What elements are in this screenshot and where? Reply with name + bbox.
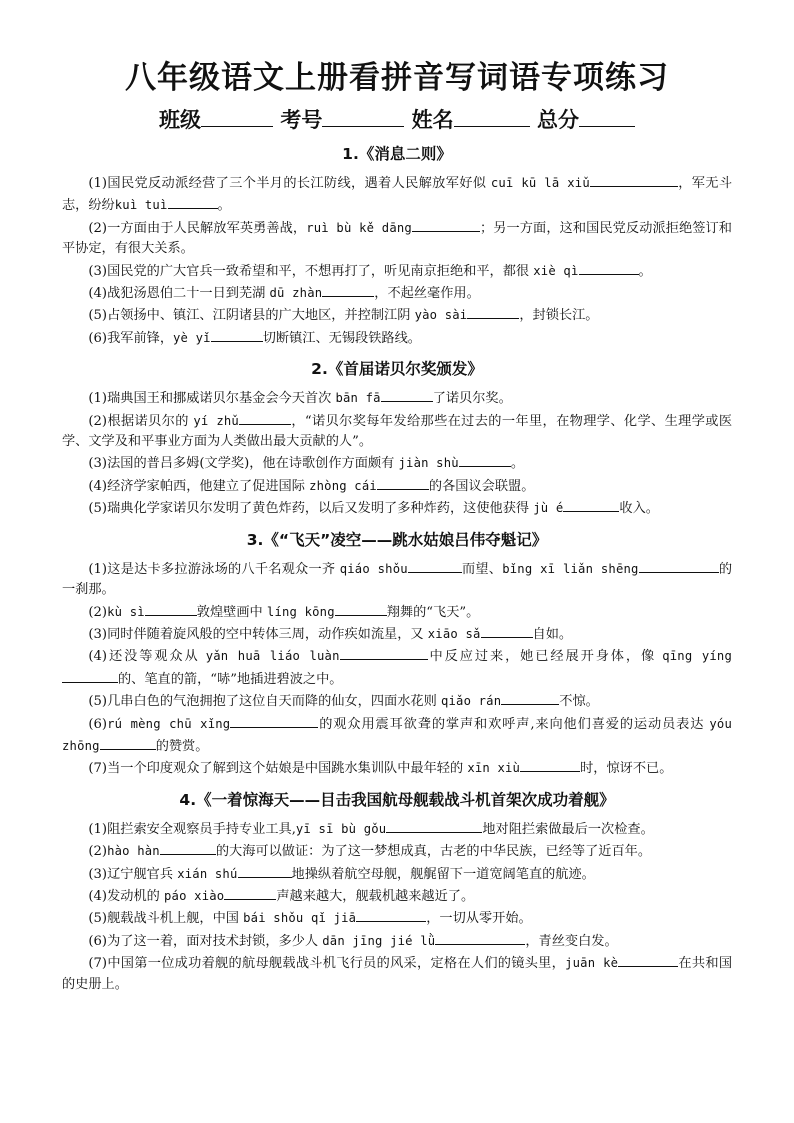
- section-2: [62, 357, 732, 519]
- class-blank: [201, 106, 273, 127]
- student-info-line: [62, 106, 732, 134]
- question-text: 中反应过来，她已经展开身体，像: [427, 649, 663, 665]
- answer-blank[interactable]: [62, 668, 118, 683]
- answer-blank[interactable]: [340, 645, 428, 660]
- pinyin-prompt: dū zhàn: [269, 286, 323, 301]
- answer-blank[interactable]: [238, 863, 292, 878]
- pinyin-prompt: qiǎo rán: [440, 694, 502, 709]
- question-text: (6): [88, 716, 108, 732]
- section-4: [62, 788, 732, 995]
- name-label: 姓名: [411, 108, 454, 132]
- pinyin-prompt: bǐng xī liǎn shēng: [502, 561, 639, 576]
- answer-blank[interactable]: [481, 623, 533, 638]
- class-label: 班级: [159, 108, 202, 132]
- question-text: (7)中国第一位成功着舰的航母舰载战斗机飞行员的风采，定格在人们的镜头里，: [88, 956, 566, 972]
- pinyin-prompt: yí zhǔ: [193, 413, 239, 428]
- question-text: ，军无斗志，纷纷: [62, 176, 733, 214]
- question-text: (6)我军前锋，: [88, 330, 174, 346]
- answer-blank[interactable]: [618, 952, 678, 967]
- pinyin-prompt: ruì bù kě dāng: [306, 220, 412, 235]
- question-text: 的、笔直的箭，“哧”地插进碧波之中。: [118, 671, 343, 687]
- question-text: ，“诺贝尔奖每年发给那些在过去的一年里，在物理学、化学、生理学或医学、文学及和平事业方面为人类做出最大贡献的人”。: [62, 413, 733, 450]
- page-title: 八年级语文上册看拼音写词语专项练习: [125, 60, 669, 96]
- section-title: 3.《“飞天”凌空——跳水姑娘吕伟夺魁记》: [246, 530, 548, 549]
- section-title: 2.《首届诺贝尔奖颁发》: [311, 360, 483, 379]
- name-blank: [454, 106, 530, 127]
- answer-blank[interactable]: [579, 260, 639, 275]
- answer-blank[interactable]: [377, 475, 429, 490]
- answer-blank[interactable]: [224, 885, 276, 900]
- question-text: 不惊。: [559, 694, 599, 710]
- question-text: (5)舰载战斗机上舰，中国: [88, 911, 244, 927]
- question-text: (6)为了这一着，面对技术封锁，多少人: [88, 933, 323, 949]
- question-text: ，青丝变白发。: [525, 933, 618, 949]
- pinyin-prompt: yǎn huā liáo luàn: [205, 649, 340, 664]
- question-item: [62, 690, 732, 712]
- question-text: (7)当一个印度观众了解到这个姑娘是中国跳水集训队中最年轻的: [88, 761, 468, 777]
- question-item: [62, 217, 732, 260]
- question-text: 翔舞的“飞天”。: [386, 604, 480, 620]
- pinyin-prompt: xiāo sǎ: [427, 626, 481, 641]
- section-1: [62, 142, 732, 349]
- answer-blank[interactable]: [356, 907, 426, 922]
- answer-blank[interactable]: [435, 930, 525, 945]
- question-item: [62, 863, 732, 885]
- question-item: [62, 172, 732, 217]
- question-text: (2): [88, 844, 108, 860]
- question-text: 地操纵着航空母舰，舰艉留下一道宽阔笔直的航迹。: [291, 866, 595, 882]
- pinyin-prompt: bān fā: [335, 391, 381, 406]
- pinyin-prompt: bái shǒu qǐ jiā: [243, 911, 357, 926]
- answer-blank[interactable]: [239, 410, 291, 425]
- score-blank: [579, 106, 635, 127]
- answer-blank[interactable]: [160, 840, 216, 855]
- answer-blank[interactable]: [467, 304, 519, 319]
- question-text: (3)同时伴随着旋风般的空中转体三周，动作疾如流星，又: [88, 626, 428, 642]
- question-text: 敦煌壁画中: [196, 604, 267, 620]
- question-text: (2): [88, 604, 108, 620]
- question-text: 在共和国的史册上。: [62, 956, 733, 992]
- question-item: [62, 475, 732, 497]
- pinyin-prompt: kuì tuì: [114, 198, 168, 213]
- section-title: 1.《消息二则》: [342, 145, 452, 163]
- question-text: 的一刹那。: [62, 561, 733, 598]
- question-text: (1)国民党反动派经营了三个半月的长江防线，遇着人民解放军好似: [88, 176, 491, 191]
- question-text: (5)瑞典化学家诺贝尔发明了黄色炸药，以后又发明了多种炸药，这使他获得: [88, 501, 534, 517]
- question-text: 的观众用震耳欲聋的掌声和欢呼声,来向他们喜爱的运动员表达: [318, 716, 710, 732]
- question-item: [62, 757, 732, 779]
- answer-blank[interactable]: [459, 452, 511, 467]
- pinyin-prompt: juān kè: [565, 956, 619, 971]
- exam-number-label: 考号: [280, 108, 323, 132]
- question-item: [62, 885, 732, 907]
- question-text: ，一切从零开始。: [426, 911, 532, 927]
- question-text: 地对阻拦索做最后一次检查。: [482, 821, 654, 837]
- question-text: 的赞赏。: [155, 738, 209, 754]
- answer-blank[interactable]: [168, 194, 218, 209]
- answer-blank[interactable]: [520, 757, 580, 772]
- question-text: (1)阻拦索安全观察员手持专业工具,: [88, 821, 296, 837]
- answer-blank[interactable]: [381, 387, 433, 402]
- exercise-sections: [62, 142, 732, 995]
- answer-blank[interactable]: [100, 735, 156, 750]
- question-text: 。: [510, 456, 524, 472]
- question-item: [62, 952, 732, 995]
- pinyin-prompt: jù é: [533, 501, 564, 516]
- question-text: 声越来越大，舰载机越来越近了。: [276, 888, 475, 904]
- question-text: (4)经济学家帕西，他建立了促进国际: [88, 478, 310, 494]
- answer-blank[interactable]: [230, 713, 318, 728]
- answer-blank[interactable]: [211, 327, 263, 342]
- question-text: 。: [217, 198, 231, 214]
- answer-blank[interactable]: [408, 558, 462, 573]
- question-item: [62, 410, 732, 453]
- question-text: 而望、: [461, 561, 503, 577]
- question-item: [62, 497, 732, 519]
- answer-blank[interactable]: [322, 282, 374, 297]
- question-item: [62, 387, 732, 409]
- question-text: 时，惊讶不已。: [580, 761, 673, 777]
- question-text: 的各国议会联盟。: [428, 478, 535, 494]
- pinyin-prompt: yī sī bù gǒu: [295, 821, 387, 836]
- question-text: (3)法国的普吕多姆(文学奖)，他在诗歌创作方面颇有: [88, 456, 399, 472]
- question-text: (3)国民党的广大官兵一致希望和平，不想再打了，听见南京拒绝和平，都很: [88, 263, 534, 279]
- pinyin-prompt: kù sì: [107, 604, 145, 619]
- question-text: 。: [638, 263, 652, 279]
- answer-blank[interactable]: [590, 172, 678, 187]
- question-text: (1)这是达卡多拉游泳场的八千名观众一齐: [88, 561, 340, 577]
- question-item: [62, 327, 732, 349]
- answer-blank[interactable]: [501, 690, 559, 705]
- question-item: [62, 818, 732, 840]
- question-text: (4)战犯汤恩伯二十一日到芜湖: [88, 286, 270, 302]
- question-item: [62, 601, 732, 623]
- question-item: [62, 930, 732, 952]
- question-text: (3)辽宁舰官兵: [88, 866, 178, 882]
- question-text: (2)一方面由于人民解放军英勇善战，: [88, 220, 307, 236]
- pinyin-prompt: páo xiào: [164, 888, 225, 903]
- pinyin-prompt: jiàn shù: [398, 456, 459, 471]
- question-text: (4)发动机的: [88, 888, 165, 904]
- exam-number-blank: [322, 106, 404, 127]
- question-text: ，不起丝毫作用。: [374, 286, 480, 302]
- pinyin-prompt: yào sài: [414, 308, 468, 323]
- question-item: [62, 304, 732, 326]
- question-text: (2)根据诺贝尔的: [88, 413, 194, 429]
- answer-blank[interactable]: [412, 217, 480, 232]
- pinyin-prompt: dān jīng jié lǜ: [322, 933, 436, 948]
- question-text: ，封锁长江。: [519, 308, 599, 324]
- question-item: [62, 713, 732, 758]
- pinyin-prompt: hào hàn: [107, 844, 160, 859]
- question-text: (4)还没等观众从: [88, 649, 206, 665]
- question-item: [62, 623, 732, 645]
- answer-blank[interactable]: [386, 818, 482, 833]
- question-item: [62, 452, 732, 474]
- question-item: [62, 840, 732, 862]
- question-item: [62, 260, 732, 282]
- question-text: (1)瑞典国王和挪威诺贝尔基金会今天首次: [88, 391, 336, 407]
- pinyin-prompt: líng kōng: [266, 604, 335, 619]
- question-text: 切断镇江、无锡段铁路线。: [262, 330, 421, 346]
- answer-blank[interactable]: [563, 497, 619, 512]
- question-item: [62, 645, 732, 690]
- pinyin-prompt: xiè qì: [533, 263, 579, 278]
- pinyin-prompt: qiáo shǒu: [339, 561, 408, 576]
- answer-blank[interactable]: [335, 601, 387, 616]
- question-item: [62, 558, 732, 601]
- question-text: 自如。: [532, 626, 573, 642]
- score-label: 总分: [536, 108, 579, 132]
- section-3: [62, 528, 732, 780]
- pinyin-prompt: yè yǐ: [173, 330, 211, 345]
- question-item: [62, 282, 732, 304]
- answer-blank[interactable]: [145, 601, 197, 616]
- pinyin-prompt: xīn xiù: [467, 761, 521, 776]
- question-item: [62, 907, 732, 929]
- question-text: 的大海可以做证：为了这一梦想成真，古老的中华民族，已经等了近百年。: [215, 844, 652, 860]
- pinyin-prompt: qīng yíng: [662, 649, 732, 664]
- question-text: (5)几串白色的气泡拥抱了这位自天而降的仙女，四面水花则: [88, 694, 441, 710]
- question-text: (5)占领扬中、镇江、江阴诸县的广大地区，并控制江阴: [88, 308, 415, 324]
- pinyin-prompt: xián shú: [177, 866, 238, 881]
- question-text: 了诺贝尔奖。: [432, 391, 512, 407]
- pinyin-prompt: rú mèng chū xǐng: [107, 716, 231, 731]
- answer-blank[interactable]: [639, 558, 719, 573]
- pinyin-prompt: yóu zhōng: [62, 716, 732, 753]
- section-title: 4.《一着惊海天——目击我国航母舰载战斗机首架次成功着舰》: [179, 790, 615, 809]
- pinyin-prompt: zhòng cái: [309, 478, 377, 493]
- question-text: ；另一方面，这和国民党反动派拒绝签订和平协定，有很大关系。: [62, 220, 732, 257]
- question-text: 收入。: [619, 501, 659, 517]
- pinyin-prompt: cuī kū lā xiǔ: [490, 176, 590, 190]
